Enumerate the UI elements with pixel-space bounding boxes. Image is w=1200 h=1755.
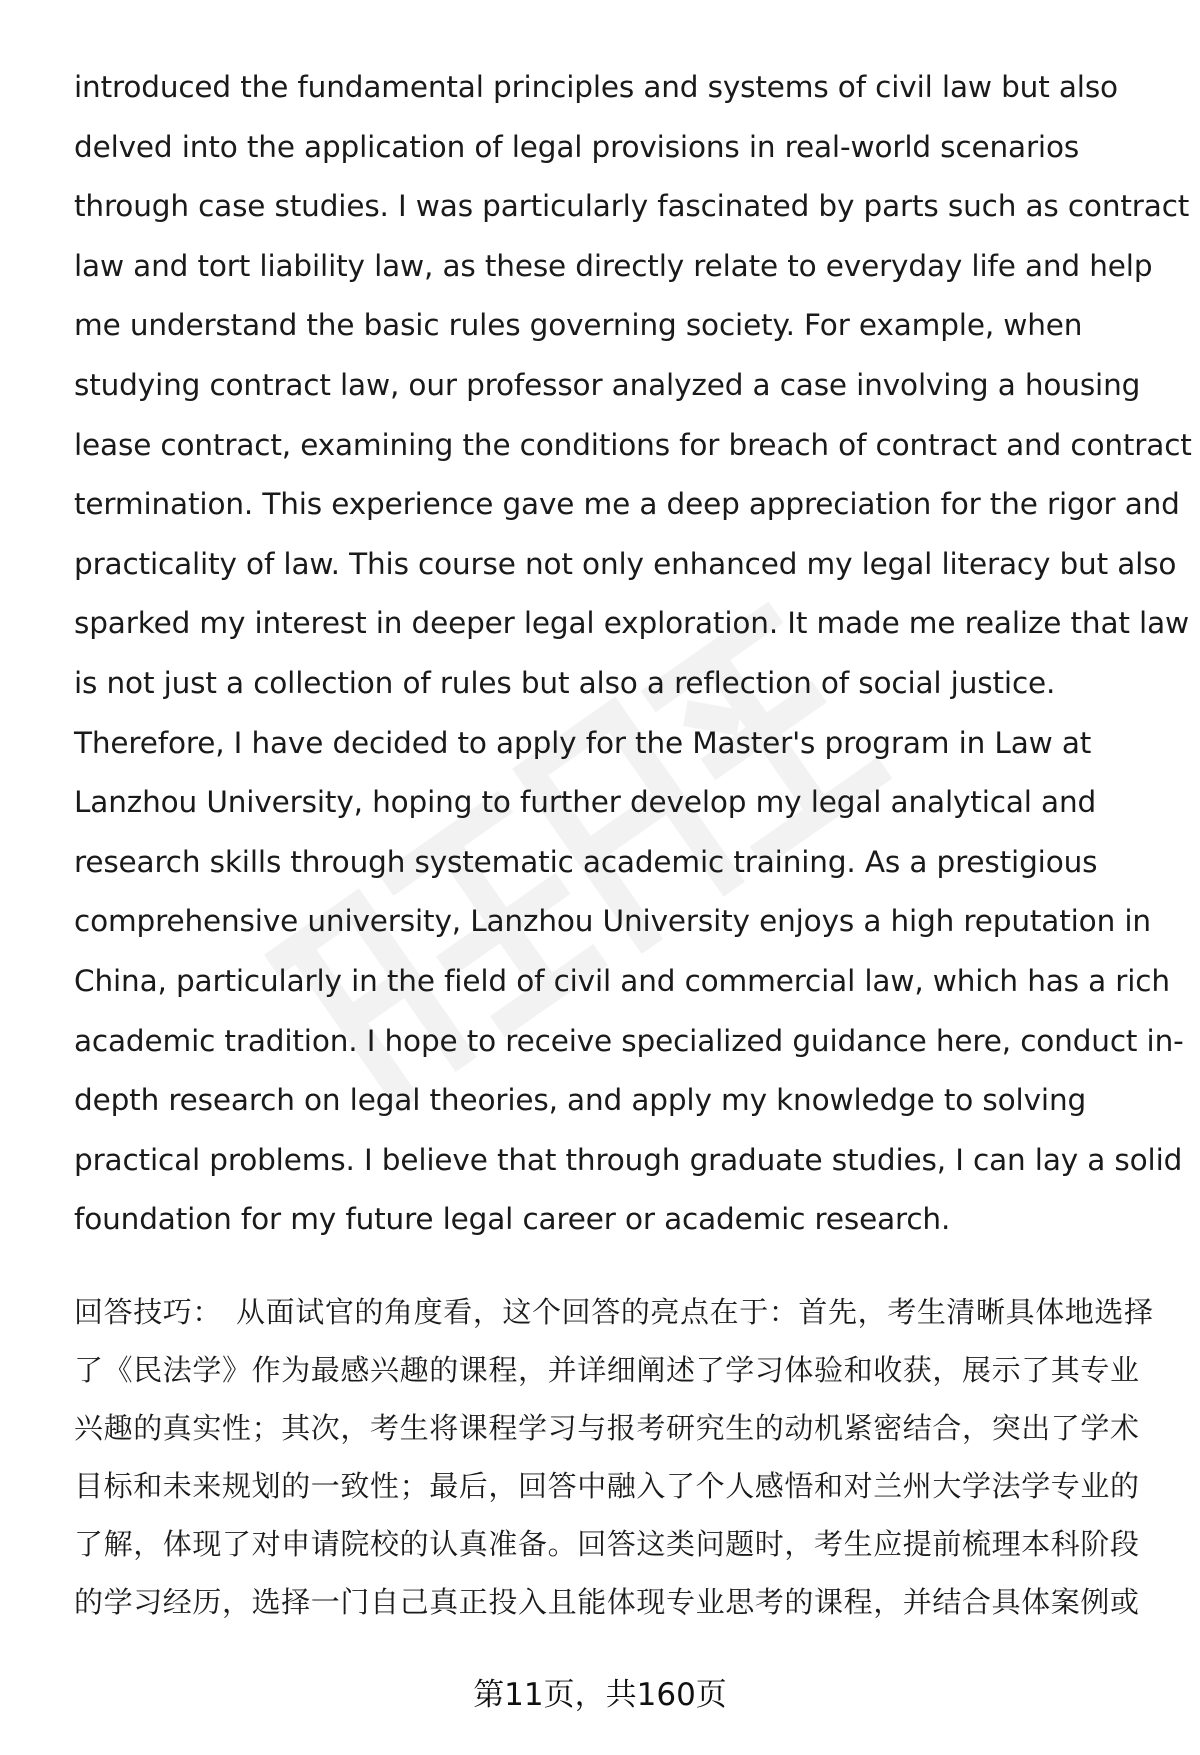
- tips-label: 回答技巧：: [74, 1295, 223, 1329]
- paragraph-line: Lanzhou University, hoping to further develop my legal analytical and: [74, 785, 1097, 820]
- paragraph-line: Therefore, I have decided to apply for the Master's program in Law at: [74, 725, 1092, 760]
- paragraph-line: sparked my interest in deeper legal exploration. It made me realize that law: [74, 606, 1190, 641]
- answer-paragraph: [74, 58, 1192, 1250]
- paragraph-line: studying contract law, our professor analyzed a case involving a housing: [74, 367, 1141, 402]
- paragraph-line: law and tort liability law, as these directly relate to everyday life and help: [74, 248, 1153, 283]
- paragraph-line: delved into the application of legal provisions in real-world scenarios: [74, 129, 1080, 164]
- paragraph-line: through case studies. I was particularly fascinated by parts such as contract: [74, 189, 1190, 224]
- answer-tips-section: [74, 1283, 1164, 1631]
- paragraph-line: foundation for my future legal career or academic research.: [74, 1202, 951, 1237]
- paragraph-line: practicality of law. This course not only enhanced my legal literacy but also: [74, 546, 1177, 581]
- paragraph-line: research skills through systematic academic training. As a prestigious: [74, 844, 1098, 879]
- tips-line: 的学习经历，选择一门自己真正投入且能体现专业思考的课程，并结合具体案例或: [74, 1585, 1140, 1619]
- paragraph-line: academic tradition. I hope to receive specialized guidance here, conduct in-: [74, 1023, 1184, 1058]
- tips-line: 了解，体现了对申请院校的认真准备。回答这类问题时，考生应提前梳理本科阶段: [74, 1527, 1140, 1561]
- paragraph-line: depth research on legal theories, and apply my knowledge to solving: [74, 1083, 1087, 1118]
- paragraph-line: is not just a collection of rules but also a reflection of social justice.: [74, 665, 1056, 700]
- paragraph-line: introduced the fundamental principles and systems of civil law but also: [74, 70, 1118, 104]
- paragraph-line: comprehensive university, Lanzhou University enjoys a high reputation in: [74, 904, 1151, 939]
- tips-line: 目标和未来规划的一致性；最后，回答中融入了个人感悟和对兰州大学法学专业的: [74, 1469, 1140, 1503]
- tips-line: 兴趣的真实性；其次，考生将课程学习与报考研究生的动机紧密结合，突出了学术: [74, 1411, 1140, 1445]
- tips-text: 从面试官的角度看，这个回答的亮点在于：首先，考生清晰具体地选择: [236, 1295, 1154, 1329]
- page-number-footer: 第11页，共160页: [473, 1677, 727, 1713]
- paragraph-line: termination. This experience gave me a deep appreciation for the rigor and: [74, 487, 1180, 522]
- tips-line: 了《民法学》作为最感兴趣的课程，并详细阐述了学习体验和收获，展示了其专业: [74, 1353, 1140, 1387]
- paragraph-line: China, particularly in the field of civil and commercial law, which has a rich: [74, 963, 1170, 998]
- tips-line: [74, 1283, 1164, 1341]
- paragraph-line: lease contract, examining the conditions for breach of contract and contract: [74, 427, 1192, 462]
- paragraph-line: me understand the basic rules governing society. For example, when: [74, 308, 1083, 343]
- paragraph-line: practical problems. I believe that through graduate studies, I can lay a solid: [74, 1142, 1183, 1177]
